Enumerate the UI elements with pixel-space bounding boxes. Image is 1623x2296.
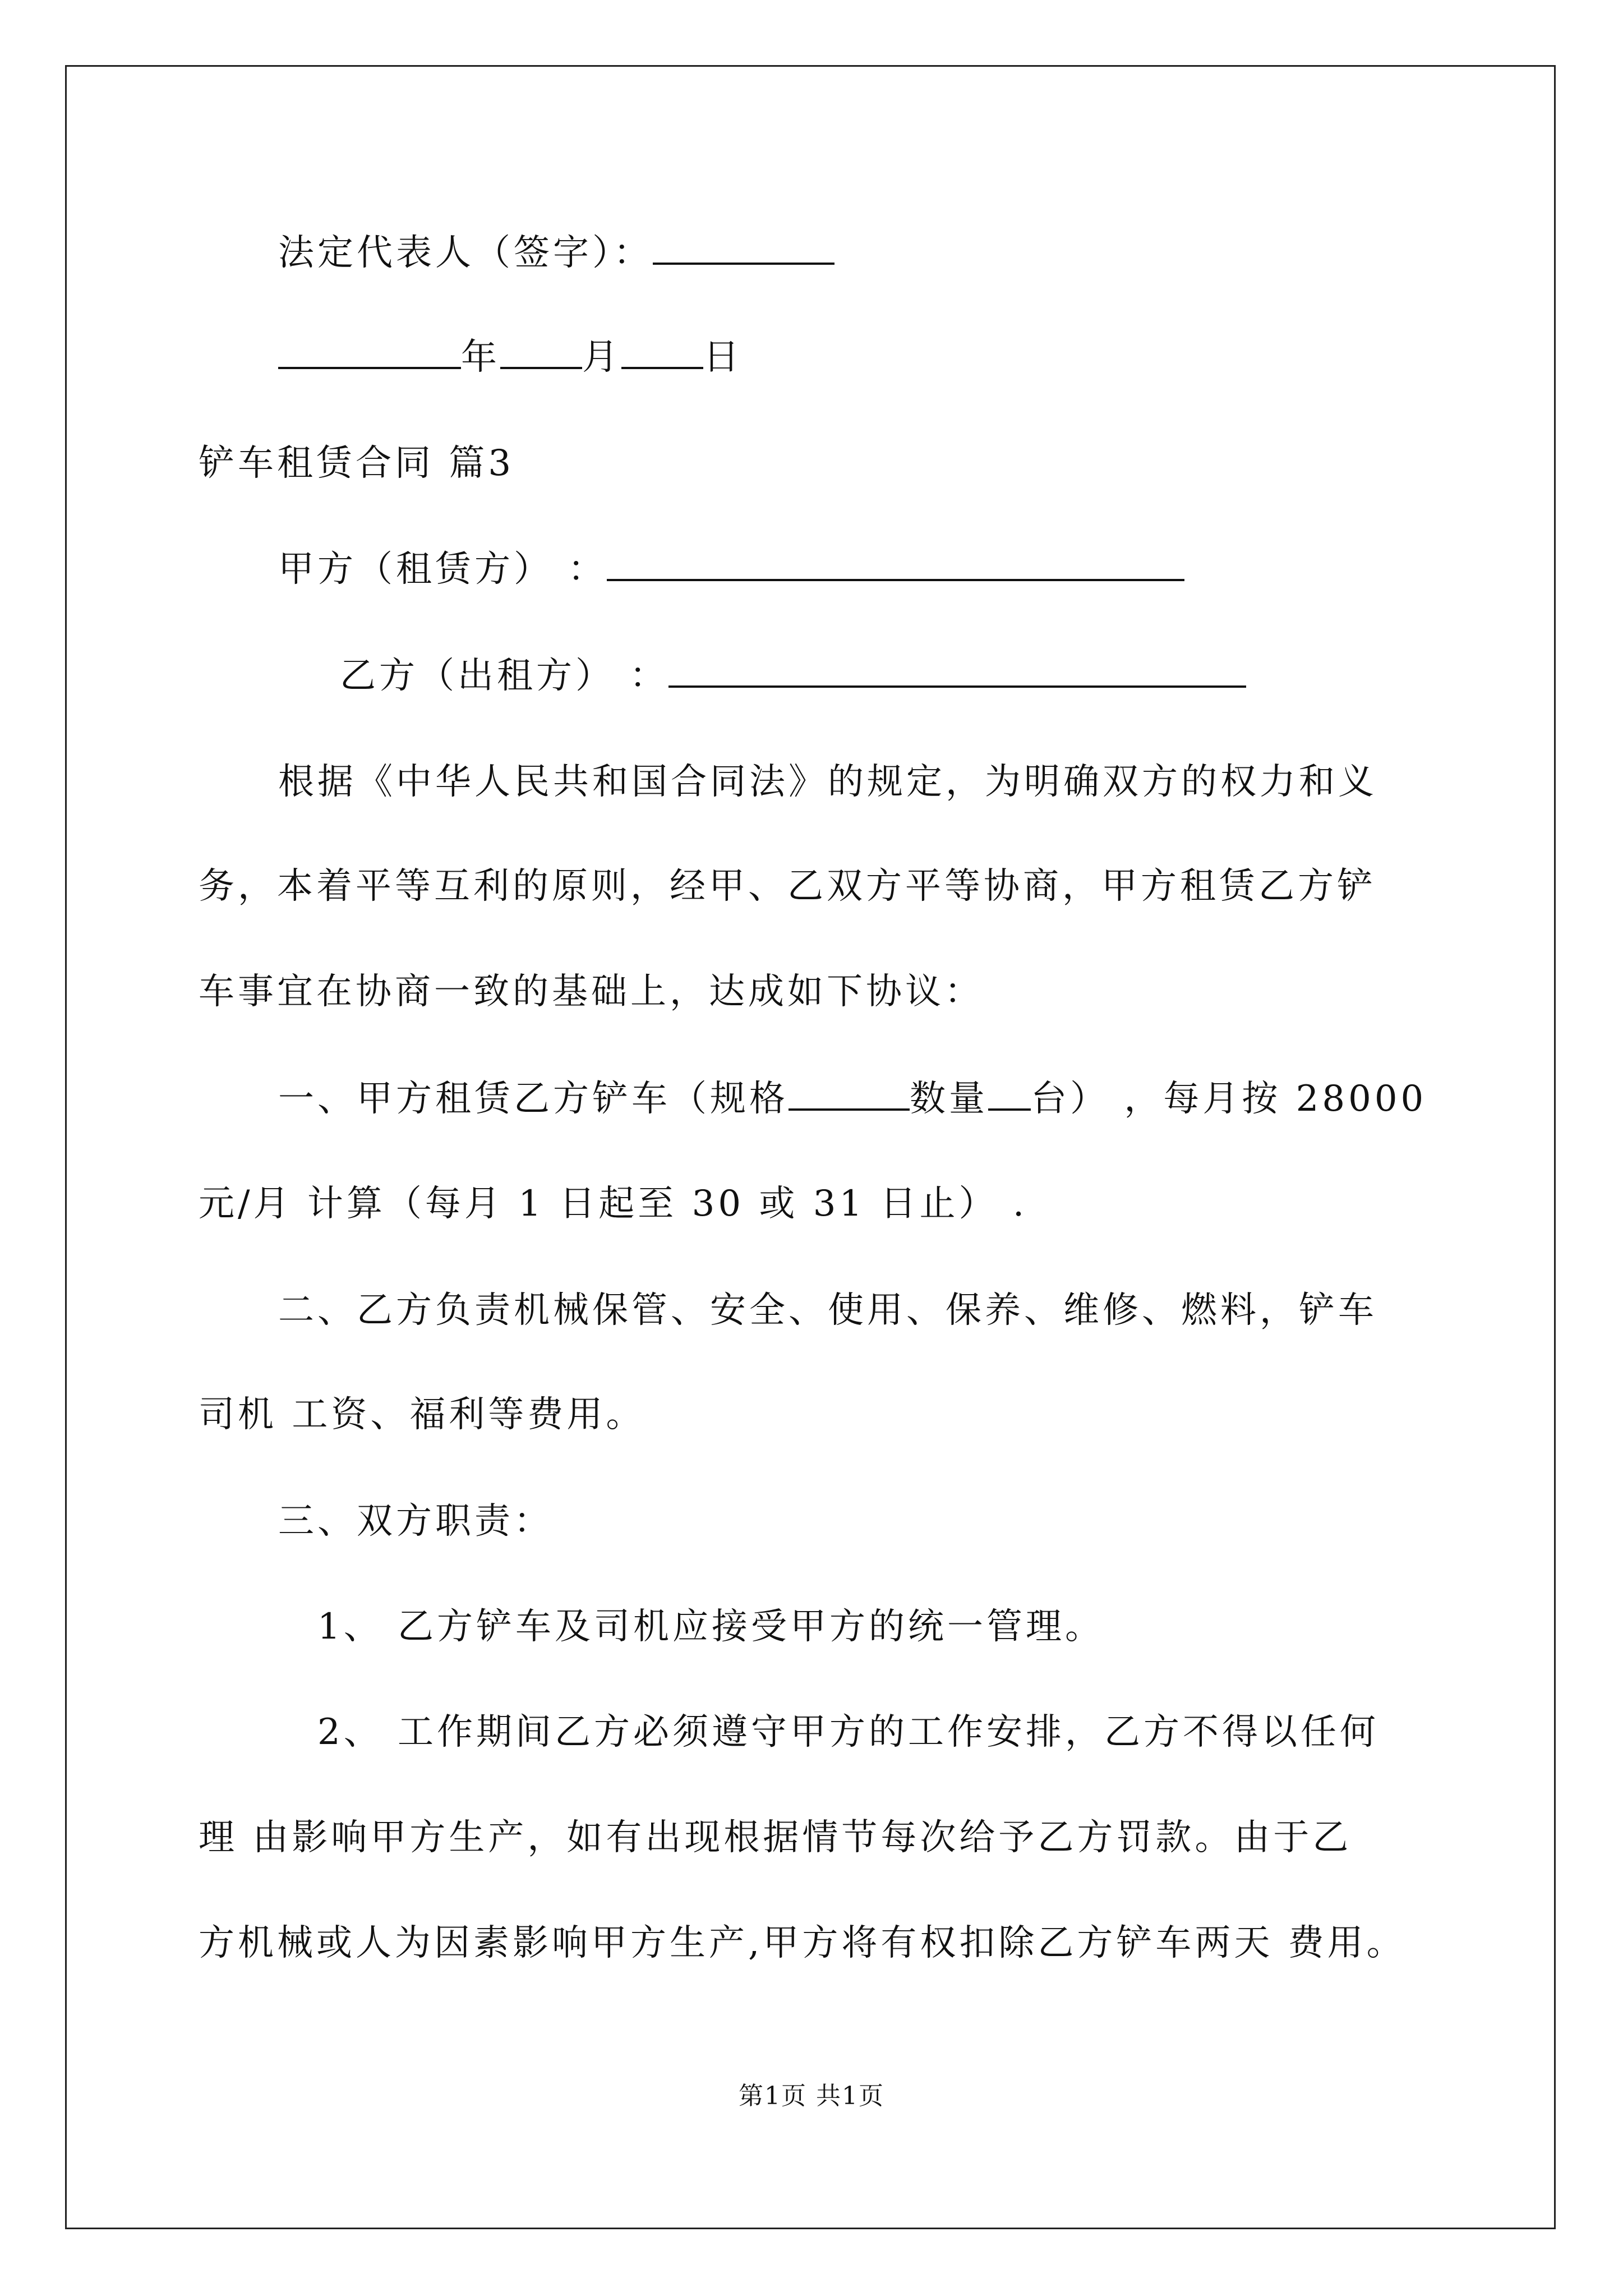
- signature-line: [278, 230, 834, 275]
- clause-2-line-1: 二、乙方负责机械保管、安全、使用、保养、维修、燃料，铲车: [278, 1290, 1377, 1331]
- clause-1-rate: 台） ，每月按 28000: [1031, 1078, 1427, 1120]
- party-b-blank: [668, 653, 1246, 688]
- clause-3-item-1: 1、 乙方铲车及司机应接受甲方的统一管理。: [317, 1606, 1105, 1648]
- month-blank: [500, 334, 582, 369]
- spec-blank: [789, 1076, 910, 1111]
- clause-1-line-1: [278, 1076, 1427, 1121]
- qty-blank: [988, 1076, 1031, 1111]
- month-label: 月: [582, 337, 621, 378]
- day-label: 日: [703, 337, 743, 378]
- clause-3-item-2-line-3: 方机械或人为因素影响甲方生产,甲方将有权扣除乙方铲车两天 费用。: [199, 1922, 1406, 1964]
- clause-1-qty-label: 数量: [910, 1078, 988, 1120]
- legal-rep-label: 法定代表人（签字）：: [278, 232, 653, 274]
- intro-line-2: 务，本着平等互利的原则，经甲、乙双方平等协商，甲方租赁乙方铲: [199, 866, 1376, 907]
- year-label: 年: [461, 337, 500, 378]
- intro-line-3: 车事宜在协商一致的基础上，达成如下协议：: [199, 971, 984, 1013]
- clause-1-spec-label: 一、甲方租赁乙方铲车（规格: [278, 1078, 789, 1120]
- day-blank: [621, 334, 703, 369]
- page-border: [65, 65, 1556, 2229]
- clause-1-line-2: 元/月 计算（每月 1 日起至 30 或 31 日止） .: [199, 1183, 1028, 1225]
- party-a-line: [278, 546, 1184, 592]
- party-b-line: [340, 653, 1246, 698]
- clause-3-item-2-line-2: 理 由影响甲方生产，如有出现根据情节每次给予乙方罚款。由于乙: [199, 1817, 1352, 1858]
- clause-2-line-2: 司机 工资、福利等费用。: [199, 1394, 645, 1435]
- party-a-blank: [607, 546, 1184, 581]
- clause-3-title: 三、双方职责：: [278, 1501, 553, 1542]
- signature-blank: [653, 230, 834, 265]
- year-blank: [278, 334, 461, 369]
- clause-3-item-2-line-1: 2、 工作期间乙方必须遵守甲方的工作安排，乙方不得以任何: [317, 1711, 1380, 1753]
- party-a-label: 甲方（租赁方） ：: [278, 549, 607, 590]
- page-number: 第1页 共1页: [739, 2082, 884, 2110]
- date-line: [278, 334, 743, 380]
- intro-line-1: 根据《中华人民共和国合同法》的规定，为明确双方的权力和义: [278, 761, 1377, 803]
- contract-title: 铲车租赁合同 篇3: [199, 443, 515, 484]
- party-b-label: 乙方（出租方） ：: [340, 655, 669, 697]
